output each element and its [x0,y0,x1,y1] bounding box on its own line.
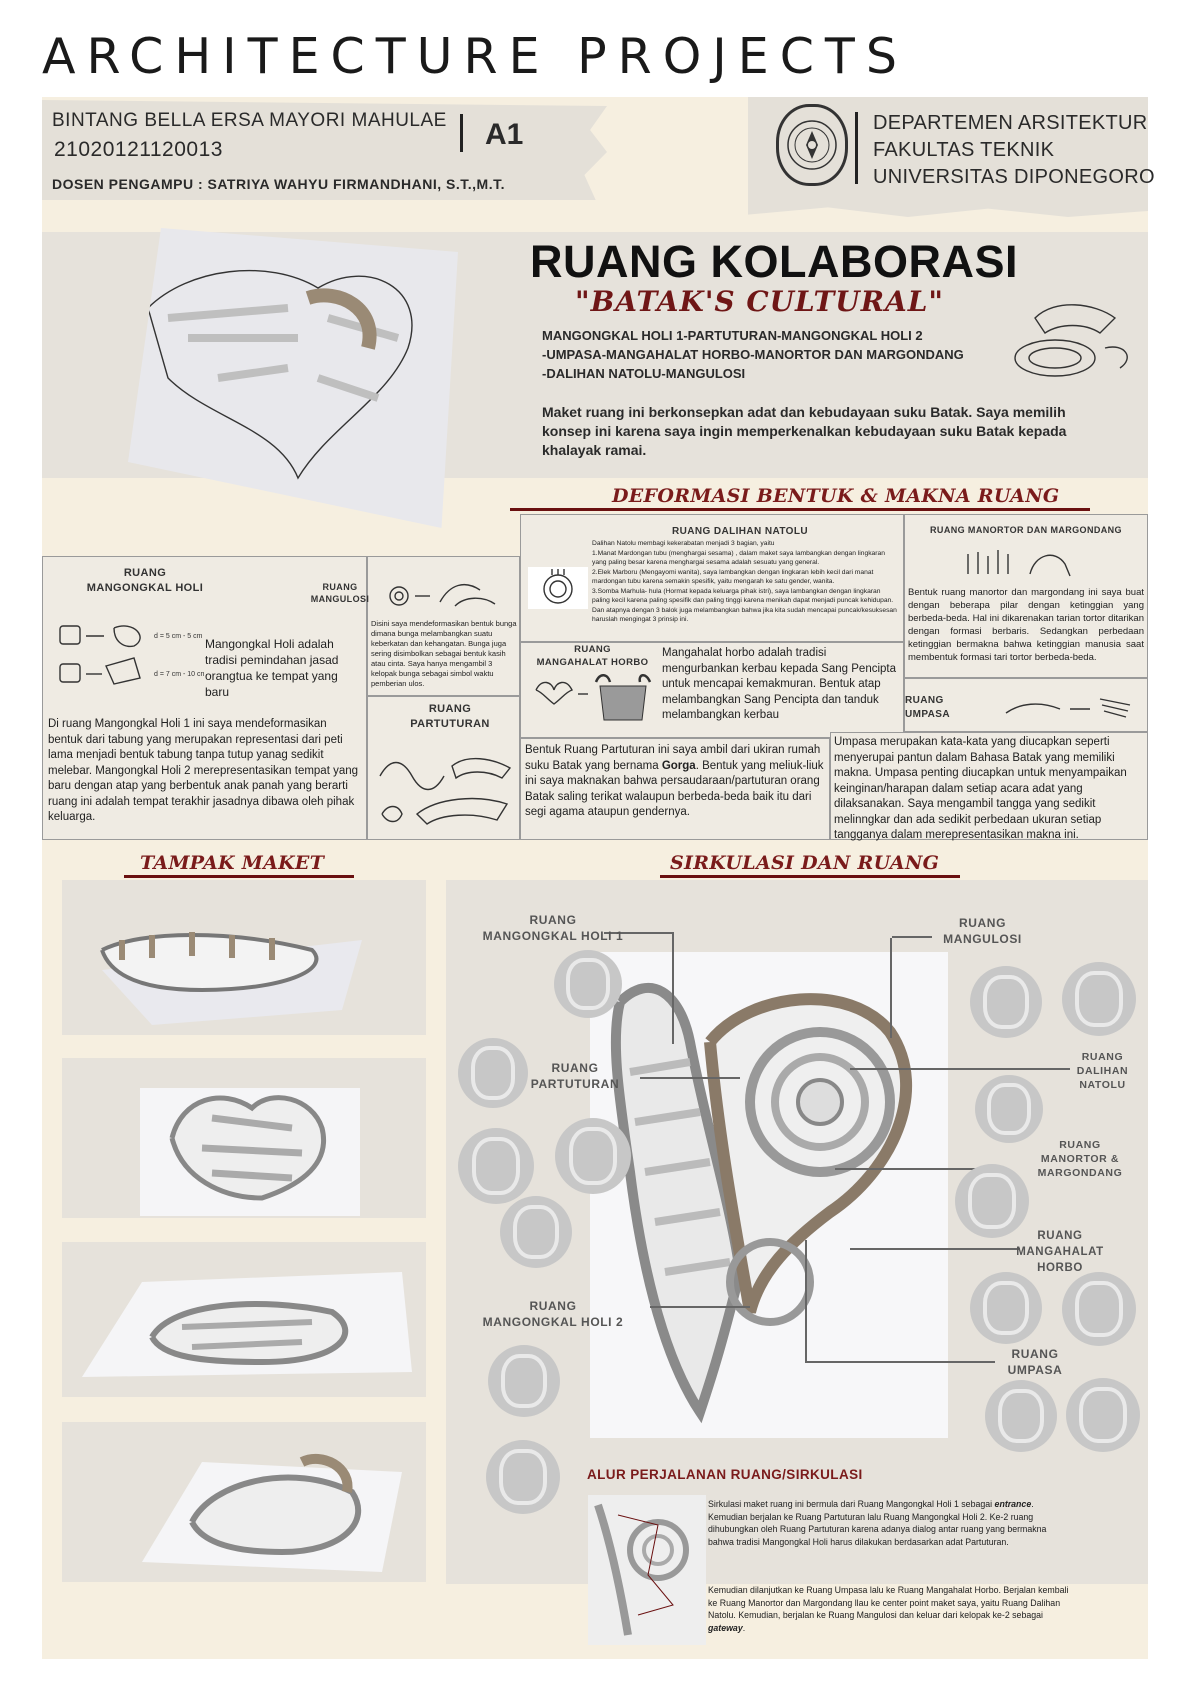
room-list-line: -DALIHAN NATOLU-MANGULOSI [542,366,746,381]
svg-text:d = 7 cm - 10 cm: d = 7 cm - 10 cm [154,671,204,678]
detail-photo [1062,962,1136,1036]
dept-line: DEPARTEMEN ARSITEKTUR [873,112,1148,134]
label-umpasa: RUANG UMPASA [1007,1347,1063,1377]
hero-description: Maket ruang ini berkonsepkan adat dan kebudayaan suku Batak. Saya memilih konsep ini karena saya ingin memperkenalkan kebudayaan suku Batak kepada khalayak ramai. [542,404,1067,458]
detail-photo [985,1380,1057,1452]
partuturan-text-b: . Bentuk yang meliuk-liuk ini saya maknakan bahwa persaudaraan/partuturan orang Batak saling terikat walaupun berbeda-beda baik itu dari segi agama ataupun gendernya. [525,759,824,818]
mangongkal-sketch [54,618,204,698]
alur-p2-em: gateway [708,1622,743,1633]
horbo-text: Mangahalat horbo adalah tradisi mengurbankan kerbau kepada Sang Pencipta untuk mencapai kemakmuran. Bentuk atap melambangkan Sang Pencipta dan tanduk melambangkan kerbau [662,647,897,721]
tampak-photo-4 [62,1422,426,1582]
hero-subtitle: "BATAK'S CULTURAL" [575,285,944,318]
label-mangulosi: RUANG MANGULOSI [943,916,1022,946]
detail-photo [554,950,622,1018]
university-seal-icon [776,104,848,186]
alur-map-photo [588,1495,706,1645]
divider [460,114,463,152]
hero-room-list [542,326,1062,383]
label-manortor: RUANG MANORTOR & MARGONDANG [1037,1139,1123,1179]
sirkulasi-heading: SIRKULASI DAN RUANG [670,852,940,874]
heading-underline [124,875,354,878]
alur-paragraph-2 [708,1584,1070,1634]
alur-p2b: . [742,1622,746,1633]
leader-line [850,1068,1070,1070]
label-mangulosi: RUANG MANGULOSI [310,582,370,604]
room-list-line: MANGONGKAL HOLI 1-PARTUTURAN-MANGONGKAL HOLI 2 [542,328,923,343]
student-name: BINTANG BELLA ERSA MAYORI MAHULAE [52,110,447,131]
detail-photo [500,1196,572,1268]
leader-line [805,1361,995,1363]
tampak-photo-1 [62,880,426,1035]
manortor-sketch [960,544,1080,584]
hero-title: RUANG KOLABORASI [530,236,1018,287]
alur-p2a: Kemudian dilanjutkan ke Ruang Umpasa lalu ke Ruang Mangahalat Horbo. Berjalan kembali ke Ruang Manortor dan Margondang llau ke center point maket saya, yaitu Ruang Dalihan Natolu. Kemudian, berjalan ke Ruang Mangulosi dan keluar dari kelopak ke-2 sebagai [708,1585,1069,1620]
tampak-photo-3 [62,1242,426,1397]
heading-underline [660,875,960,878]
divider [855,112,858,184]
partuturan-text [525,743,827,821]
label-mh2: RUANG MANGONGKAL HOLI 2 [482,1299,624,1329]
alur-p1a: Sirkulasi maket ruang ini bermula dari Ruang Mangongkal Holi 1 sebagai [708,1499,995,1509]
detail-photo [488,1345,560,1417]
detail-photo [955,1164,1029,1238]
label-dalihan: RUANG DALIHAN NATOLU [672,526,808,537]
label-partuturan: RUANG PARTUTURAN [530,1061,620,1091]
department-block [873,110,1155,191]
heading-underline [510,508,1090,511]
deformasi-heading: DEFORMASI BENTUK & MAKNA RUANG [612,485,1060,507]
tampak-heading: TAMPAK MAKET [140,852,325,874]
alur-heading: ALUR PERJALANAN RUANG/SIRKULASI [587,1467,863,1482]
mangongkal-text: Di ruang Mangongkal Holi 1 ini saya mendeformasikan bentuk dari tabung yang merupakan representasi dari peti lama menjadi bentuk tabung tanpa tutup yanag sedikit melebar. Mangongkal Holi 2 merepresentasikan tempat yang baru dengan atap yang berbentuk anak panah yang berarti ruang ini adalah tempat terakhir jasadnya dibawa oleh pihak keluarga. [48,718,359,823]
student-id: 21020121120013 [54,138,223,161]
lecturer-line: DOSEN PENGAMPU : SATRIYA WAHYU FIRMANDHANI, S.T.,M.T. [52,176,506,192]
detail-photo [458,1128,534,1204]
label-mh1: RUANG MANGONGKAL HOLI 1 [482,913,624,943]
manortor-text: Bentuk ruang manortor dan margondang ini saya buat dengan beberapa pilar dengan ketinggian yang berbeda-beda. Hal ini dikarenakan tarian tortor ditarikan dengan formasi berbaris. Sedangkan perbedaan ketinggian bermakna bahwa ketinggian manusia saat membentuk formasi tari tortor berbeda-beda. [908,587,1144,663]
tampak-photo-2 [62,1058,426,1218]
partuturan-text-a: Bentuk Ruang Partuturan ini saya ambil dari ukiran rumah suku Batak yang bernama [525,744,821,772]
label-partuturan: RUANG PARTUTURAN [410,703,490,730]
sirkulasi-model-photo [590,952,948,1438]
svg-text:d = 5 cm - 5 cm: d = 5 cm - 5 cm [154,633,203,640]
detail-photo [970,1272,1042,1344]
project-code: A1 [485,118,524,151]
leader-line [805,1240,807,1362]
mangulosi-text: Disini saya mendeformasikan bentuk bunga dimana bunga melambangkan suatu keberkatan dan kehangatan. Bunga juga sering disimbolkan sebagai bentuk kasih atau cinta. Saya hanya mengambil 3 kelopak bunga sebagai simbol waktu pemberian ulos. [371,619,517,688]
label-dalihan: RUANG DALIHAN NATOLU [1076,1051,1129,1091]
concept-sketch [1005,288,1140,388]
detail-photo [555,1118,631,1194]
detail-photo [1062,1272,1136,1346]
leader-line [640,1077,740,1079]
detail-photo [1066,1378,1140,1452]
leader-line [850,1248,1020,1250]
dept-line: FAKULTAS TEKNIK [873,139,1055,161]
detail-photo [970,966,1042,1038]
label-horbo: RUANG MANGAHALAT HORBO [1016,1230,1104,1274]
main-title: ARCHITECTURE PROJECTS [42,28,908,85]
detail-photo [975,1075,1043,1143]
alur-p1b: . Kemudian berjalan ke Ruang Partuturan lalu Ruang Mangongkal Holi 2. Ke-2 ruang dihubungkan oleh Ruang Partuturan karena adanya dialog antar ruang yang bermakna bahwa tradisi Mangongkal Holi harus dilakukan berdasarkan adat Partuturan. [708,1499,1047,1547]
dept-line: UNIVERSITAS DIPONEGORO [873,166,1155,188]
detail-photo [486,1440,560,1514]
detail-photo [458,1038,528,1108]
umpasa-sketch [1000,685,1145,727]
label-umpasa: RUANG UMPASA [905,695,950,720]
leader-line [650,1306,750,1308]
leader-line [672,932,674,1044]
dalihan-text: Dalihan Natolu membagi kekerabatan menjadi 3 bagian, yaitu 1.Manat Mardongan tubu (menghargai sesama) , dalam maket saya lambangkan dengan lingkaran yang paling besar karena menghargai sesama adalah sesuatu yang general. 2.Elek Marboru (Mengayomi wanita), saya lambangkan dengan lingkaran lebih kecil dari manat mardongan tubu karena semakin spesifik, yaitu mengarah ke satu gender, wanita. 3.Somba Marhula- hula (Hormat kepada keluarga pihak istri), saya lambangkan dengan lingkaran paling kecil karena paling spesifik dan paling tinggi karena menikah dapat menjadi puncak kehidupan. Dan atapnya dengan 3 balok juga melambangkan bahwa jika kita sudah mencapai puncak/kesuksesan haruslah mengingat 3 prinsip ini. [592,540,897,623]
alur-p1-em: entrance [994,1499,1032,1509]
leader-line [892,936,932,938]
horbo-sketch [530,668,660,728]
partuturan-sketch [372,748,517,833]
alur-paragraph-1 [708,1498,1070,1548]
partuturan-bold: Gorga [661,759,696,772]
umpasa-text: Umpasa merupakan kata-kata yang diucapkan seperti menyerupai pantun dalam Bahasa Batak yang memiliki makna. Umpasa penting diucapkan untuk menyampaikan keinginan/harapan dalam setiap acara adat yang dilaksanakan. Saya mengambil tangga yang sedikit melinngkar dan ada sedikit perbedaan ukuran setiap tangganya dalam merepresentasikan makna ini. [834,736,1127,841]
room-list-line: -UMPASA-MANGAHALAT HORBO-MANORTOR DAN MARGONDANG [542,347,964,362]
dalihan-sketch [528,567,588,609]
mangongkal-short: Mangongkal Holi adalah tradisi pemindahan jasad orangtua ke tempat yang baru [205,637,339,699]
label-horbo: RUANG MANGAHALAT HORBO [536,644,649,668]
mangulosi-sketch [385,566,515,618]
leader-line [890,938,892,1038]
label-manortor: RUANG MANORTOR DAN MARGONDANG [930,525,1122,535]
label-mangongkal: RUANG MANGONGKAL HOLI [86,567,204,594]
